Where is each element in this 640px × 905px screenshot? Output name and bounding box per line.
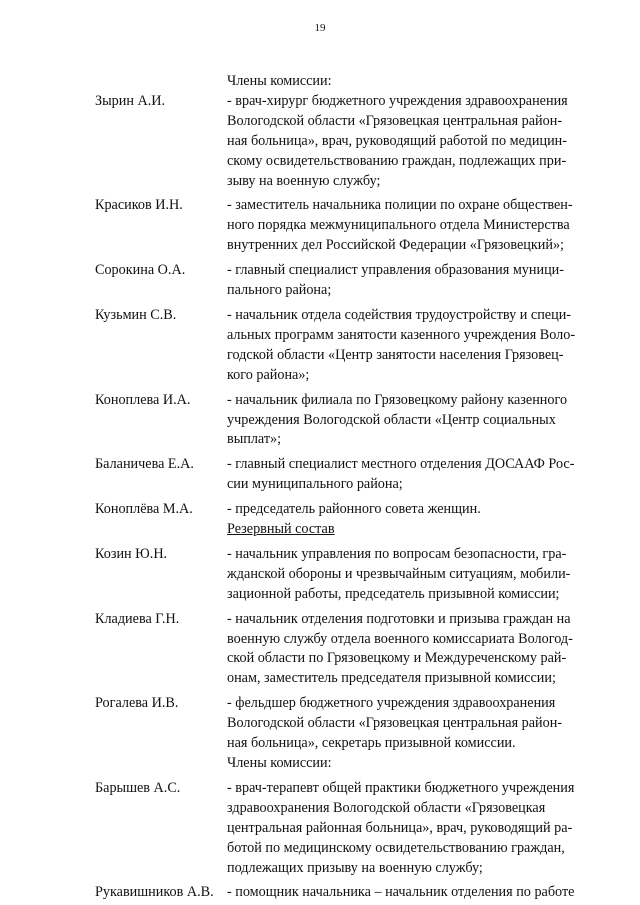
role-line: - помощник начальника – начальник отделения по работе xyxy=(227,884,575,901)
member-entry xyxy=(95,196,610,256)
member-entry xyxy=(95,694,610,754)
role-line: зационной работы, председатель призывной комиссии; xyxy=(227,585,560,602)
role-line: ного порядка межмуниципального отдела Министерства xyxy=(227,217,570,234)
role-line: внутренних дел Российской Федерации «Грязовецкий»; xyxy=(227,237,564,254)
role-line: - председатель районного совета женщин. xyxy=(227,501,481,518)
role-line: - начальник филиала по Грязовецкому району казенного xyxy=(227,391,568,408)
role-line: военную службу отдела военного комиссариата Вологод- xyxy=(227,630,573,647)
member-name: Барышев А.С. xyxy=(95,779,181,796)
member-name: Баланичева Е.А. xyxy=(95,456,194,473)
role-line: онам, заместитель председателя призывной комиссии; xyxy=(227,670,556,687)
role-line: - начальник управления по вопросам безопасности, гра- xyxy=(227,545,567,562)
member-name: Зырин А.И. xyxy=(95,92,166,109)
page-number: 19 xyxy=(314,22,326,34)
role-line: ная больница», секретарь призывной комиссии. xyxy=(227,735,516,752)
member-name: Кузьмин С.В. xyxy=(95,306,177,323)
member-entry xyxy=(95,545,610,605)
member-entry xyxy=(95,92,610,192)
role-line: зыву на военную службу; xyxy=(227,172,381,189)
member-name: Рукавишников А.В. xyxy=(95,884,214,901)
role-line: подлежащих призыву на военную службу; xyxy=(227,859,483,876)
role-line: сии муниципального района; xyxy=(227,476,403,493)
member-role xyxy=(227,610,610,690)
member-role xyxy=(227,545,610,605)
document-body xyxy=(95,72,610,903)
role-line: центральная районная больница», врач, руководящий ра- xyxy=(227,819,573,836)
member-role xyxy=(227,694,610,754)
role-line: - врач-хирург бюджетного учреждения здравоохранения xyxy=(227,92,568,109)
member-role xyxy=(227,500,610,520)
member-name: Коноплёва М.А. xyxy=(95,501,193,518)
role-line: ской области по Грязовецкому и Междуреченскому рай- xyxy=(227,650,567,667)
role-line: - фельдшер бюджетного учреждения здравоохранения xyxy=(227,695,556,712)
role-line: - начальник отделения подготовки и призыва граждан на xyxy=(227,610,571,627)
member-role xyxy=(227,196,610,256)
member-name: Коноплева И.А. xyxy=(95,391,191,408)
section-heading-members: Члены комиссии: xyxy=(227,73,332,89)
role-line: пального района; xyxy=(227,282,332,299)
member-entry xyxy=(95,455,610,495)
role-line: - заместитель начальника полиции по охране обществен- xyxy=(227,197,573,214)
member-role xyxy=(227,261,610,301)
member-name: Красиков И.Н. xyxy=(95,197,183,214)
member-role xyxy=(227,391,610,451)
member-name: Кладиева Г.Н. xyxy=(95,610,180,627)
role-line: - главный специалист управления образования муници- xyxy=(227,262,564,279)
member-entry xyxy=(95,306,610,386)
member-role xyxy=(227,779,610,879)
role-line: ботой по медицинскому освидетельствованию граждан, xyxy=(227,839,565,856)
member-entry xyxy=(95,779,610,879)
role-line: жданской обороны и чрезвычайным ситуациям, мобили- xyxy=(227,565,571,582)
section-heading-reserve: Резервный состав xyxy=(227,521,335,538)
section-heading-reserve-members: Члены комиссии: xyxy=(227,755,332,771)
role-line: здравоохранения Вологодской области «Грязовецкая xyxy=(227,799,546,816)
role-line: учреждения Вологодской области «Центр социальных xyxy=(227,411,556,428)
member-entry xyxy=(95,883,610,903)
role-line: ная больница», врач, руководящий работой по медицин- xyxy=(227,132,567,149)
member-name: Козин Ю.Н. xyxy=(95,545,168,562)
member-role xyxy=(227,306,610,386)
role-line: Вологодской области «Грязовецкая центральная район- xyxy=(227,112,563,129)
role-line: кого района»; xyxy=(227,366,310,383)
member-name: Сорокина О.А. xyxy=(95,262,186,279)
role-line: альных программ занятости казенного учреждения Воло- xyxy=(227,326,576,343)
member-entry xyxy=(95,391,610,451)
role-line: - врач-терапевт общей практики бюджетного учреждения xyxy=(227,779,575,796)
member-name: Рогалева И.В. xyxy=(95,695,179,712)
member-entry xyxy=(95,610,610,690)
role-line: скому освидетельствованию граждан, подлежащих при- xyxy=(227,152,567,169)
member-role xyxy=(227,883,610,903)
role-line: Вологодской области «Грязовецкая центральная район- xyxy=(227,715,563,732)
role-line: - главный специалист местного отделения ДОСААФ Рос- xyxy=(227,456,575,473)
role-line: - начальник отдела содействия трудоустройству и специ- xyxy=(227,306,572,323)
member-entry xyxy=(95,500,610,520)
member-entry xyxy=(95,261,610,301)
role-line: выплат»; xyxy=(227,431,282,448)
member-role xyxy=(227,455,610,495)
role-line: годской области «Центр занятости населения Грязовец- xyxy=(227,346,564,363)
member-role xyxy=(227,92,610,192)
